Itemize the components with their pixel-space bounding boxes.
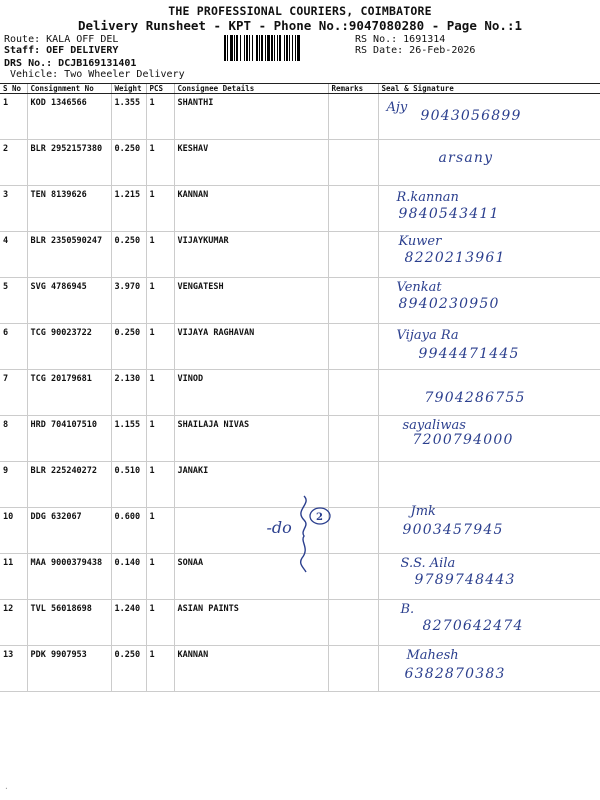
pcs: 1 xyxy=(146,278,174,324)
handwritten-phone: 8940230950 xyxy=(398,296,500,312)
company-name: THE PROFESSIONAL COURIERS, COIMBATORE xyxy=(168,4,432,18)
remarks xyxy=(328,646,378,692)
row-sno: 2 xyxy=(0,140,27,186)
consignee-name: VIJAYA RAGHAVAN xyxy=(174,324,328,370)
table-row xyxy=(0,600,600,646)
consignment-no: TVL 56018698 xyxy=(27,600,111,646)
pcs: 1 xyxy=(146,554,174,600)
table-row xyxy=(0,278,600,324)
row-sno: 8 xyxy=(0,416,27,462)
handwritten-phone: 8220213961 xyxy=(404,250,506,266)
weight: 0.250 xyxy=(111,324,146,370)
consignment-no: TCG 20179681 xyxy=(27,370,111,416)
remarks xyxy=(328,462,378,508)
consignment-no: KOD 1346566 xyxy=(27,94,111,140)
runsheet-table xyxy=(0,83,600,692)
remarks xyxy=(266,508,378,554)
handwritten-phone: arsany xyxy=(438,150,494,166)
seal-signature xyxy=(378,600,600,646)
handwritten-name: B. xyxy=(400,602,415,617)
consignment-no: TEN 8139626 xyxy=(27,186,111,232)
row-sno: 7 xyxy=(0,370,27,416)
handwritten-name: Kuwer xyxy=(398,234,442,249)
weight: 0.250 xyxy=(111,646,146,692)
consignee-name: KESHAV xyxy=(174,140,328,186)
table-row xyxy=(0,232,600,278)
consignee-name: KANNAN xyxy=(174,646,328,692)
handwritten-name: R.kannan xyxy=(396,190,459,205)
weight: 0.250 xyxy=(111,140,146,186)
consignee-name: VENGATESH xyxy=(174,278,328,324)
seal-signature xyxy=(378,232,600,278)
pcs: 1 xyxy=(146,94,174,140)
remarks xyxy=(328,94,378,140)
consignment-no: BLR 2350590247 xyxy=(27,232,111,278)
handwritten-name: Jmk xyxy=(410,504,436,519)
pcs: 1 xyxy=(146,232,174,278)
remarks xyxy=(328,232,378,278)
weight: 2.130 xyxy=(111,370,146,416)
col-seal-signature: Seal & Signature xyxy=(378,84,600,94)
seal-signature xyxy=(378,504,600,554)
pcs: 1 xyxy=(146,462,174,508)
rs-date: RS Date: 26-Feb-2026 xyxy=(355,45,476,56)
weight: 0.250 xyxy=(111,232,146,278)
handwritten-name: sayaliwas xyxy=(402,418,466,433)
table-row xyxy=(0,370,600,416)
handwritten-phone: 9840543411 xyxy=(398,206,500,222)
col-weight: Weight xyxy=(111,84,146,94)
remarks xyxy=(328,140,378,186)
seal-signature xyxy=(378,140,600,186)
consignee-name: VINOD xyxy=(174,370,328,416)
runsheet-title: Delivery Runsheet - KPT - Phone No.:9047080280 - Page No.:1 xyxy=(77,18,522,33)
pcs: 1 xyxy=(146,416,174,462)
pcs: 1 xyxy=(146,646,174,692)
table-row xyxy=(0,186,600,232)
table-row xyxy=(0,416,600,462)
weight: 0.510 xyxy=(111,462,146,508)
row-sno: 10 xyxy=(0,508,27,554)
col-remarks: Remarks xyxy=(328,84,378,94)
handwritten-phone: 7904286755 xyxy=(424,390,526,406)
row-sno: 5 xyxy=(0,278,27,324)
handwritten-phone: 9043056899 xyxy=(420,108,522,124)
row-sno: 4 xyxy=(0,232,27,278)
row-sno: 13 xyxy=(0,646,27,692)
ditto-remark: -do xyxy=(266,518,292,537)
consignment-no: PDK 9907953 xyxy=(27,646,111,692)
col-consignment: Consignment No xyxy=(27,84,111,94)
remarks xyxy=(328,554,378,600)
col-pcs: PCS xyxy=(146,84,174,94)
table-row xyxy=(0,140,600,186)
page-corner-mark: · xyxy=(4,784,9,793)
weight: 1.355 xyxy=(111,94,146,140)
consignment-no: TCG 90023722 xyxy=(27,324,111,370)
rs-number: RS No.: 1691314 xyxy=(355,34,446,45)
consignee-name: SHAILAJA NIVAS xyxy=(174,416,328,462)
table-row xyxy=(0,646,600,692)
handwritten-phone: 8270642474 xyxy=(422,618,524,634)
pcs: 1 xyxy=(146,600,174,646)
table-row xyxy=(0,94,600,140)
weight: 1.240 xyxy=(111,600,146,646)
barcode-image xyxy=(224,35,350,61)
handwritten-name: Mahesh xyxy=(406,648,459,663)
brace-circle-mark xyxy=(154,494,334,574)
weight: 3.970 xyxy=(111,278,146,324)
drs-number: DRS No.: DCJB169131401 xyxy=(4,58,137,69)
consignment-no: BLR 2952157380 xyxy=(27,140,111,186)
handwritten-phone: 7200794000 xyxy=(412,432,514,448)
row-sno: 11 xyxy=(0,554,27,600)
remarks xyxy=(328,186,378,232)
table-header-row xyxy=(0,84,600,94)
pcs: 1 xyxy=(146,324,174,370)
consignee-name: KANNAN xyxy=(174,186,328,232)
consignment-no: HRD 704107510 xyxy=(27,416,111,462)
col-consignee: Consignee Details xyxy=(174,84,328,94)
handwritten-phone: 9003457945 xyxy=(402,522,504,538)
row-sno: 3 xyxy=(0,186,27,232)
handwritten-phone: 6382870383 xyxy=(404,666,506,682)
handwritten-phone: 9789748443 xyxy=(414,572,516,588)
handwritten-name: Ajy xyxy=(386,100,408,115)
remarks xyxy=(328,416,378,462)
weight: 1.215 xyxy=(111,186,146,232)
weight: 0.140 xyxy=(111,554,146,600)
row-sno: 9 xyxy=(0,462,27,508)
pcs: 1 xyxy=(146,370,174,416)
consignment-no: BLR 225240272 xyxy=(27,462,111,508)
consignment-no: DDG 632067 xyxy=(27,508,111,554)
remarks xyxy=(328,600,378,646)
seal-signature xyxy=(378,646,600,692)
seal-signature xyxy=(378,278,600,324)
route-label: Route: KALA OFF DEL xyxy=(4,34,119,45)
row-sno: 12 xyxy=(0,600,27,646)
seal-signature xyxy=(378,462,600,508)
vehicle-label: Vehicle: Two Wheeler Delivery xyxy=(10,69,185,80)
col-sno: S No xyxy=(0,84,27,94)
handwritten-name: S.S. Aila xyxy=(400,556,456,571)
weight: 0.600 xyxy=(111,508,146,554)
seal-signature xyxy=(378,554,600,600)
table-row xyxy=(0,508,600,554)
table-row xyxy=(0,324,600,370)
seal-signature xyxy=(378,324,600,370)
pcs: 1 xyxy=(146,140,174,186)
pcs: 1 xyxy=(146,186,174,232)
consignee-name: SHANTHI xyxy=(174,94,328,140)
seal-signature xyxy=(378,94,600,140)
row-sno: 6 xyxy=(0,324,27,370)
circled-number: 2 xyxy=(315,512,323,523)
staff-label: Staff: OEF DELIVERY xyxy=(4,45,119,56)
consignee-name: VIJAYKUMAR xyxy=(174,232,328,278)
remarks xyxy=(328,278,378,324)
handwritten-name: Vijaya Ra xyxy=(396,328,459,343)
consignee-name: ASIAN PAINTS xyxy=(174,600,328,646)
consignee-name: JANAKI xyxy=(174,462,328,508)
handwritten-name: Venkat xyxy=(396,280,442,295)
seal-signature xyxy=(378,186,600,232)
remarks xyxy=(328,324,378,370)
remarks xyxy=(328,370,378,416)
consignee-name: SONAA xyxy=(174,554,328,600)
consignment-no: MAA 9000379438 xyxy=(27,554,111,600)
weight: 1.155 xyxy=(111,416,146,462)
seal-signature xyxy=(378,416,600,462)
row-sno: 1 xyxy=(0,94,27,140)
consignment-no: SVG 4786945 xyxy=(27,278,111,324)
seal-signature xyxy=(378,370,600,416)
pcs: 1 xyxy=(146,508,174,554)
handwritten-phone: 9944471445 xyxy=(418,346,520,362)
